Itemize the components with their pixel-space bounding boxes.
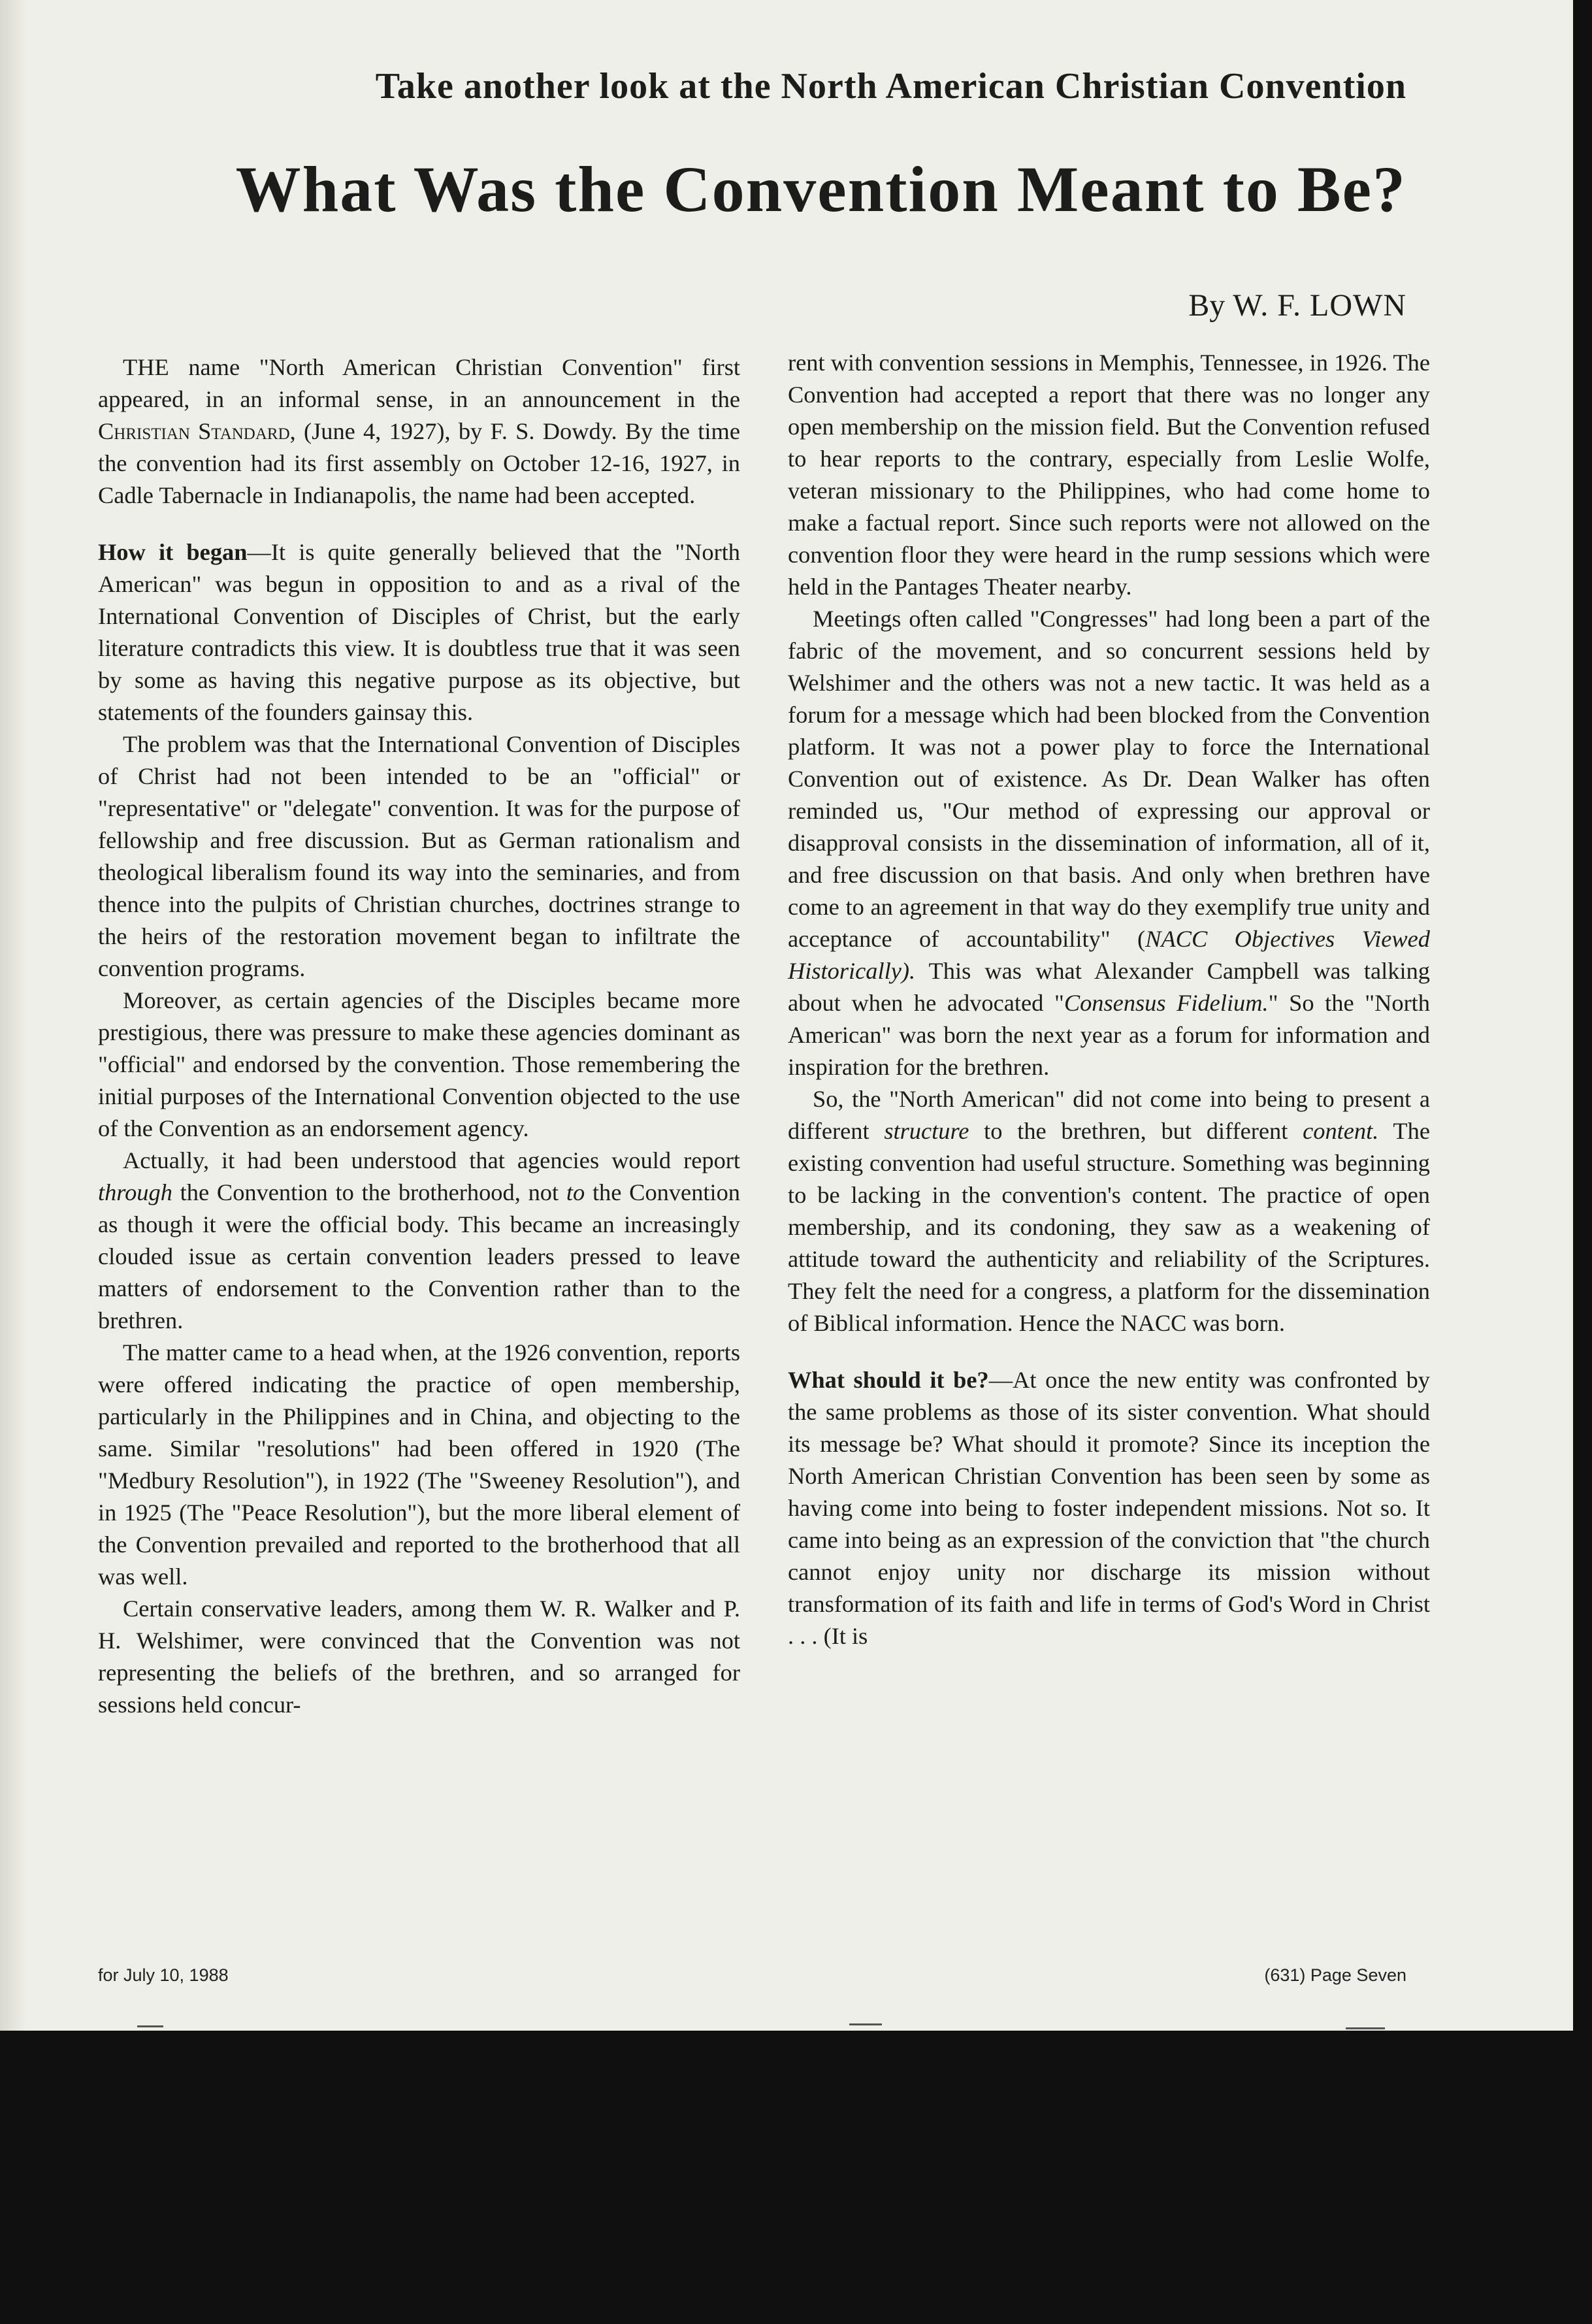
footer-page-number: (631) Page Seven (1264, 1965, 1406, 1985)
publication-name: Christian Standard (98, 418, 290, 444)
print-speck (849, 2023, 882, 2025)
article-kicker: Take another look at the North American Christian Convention (375, 66, 1406, 106)
author-name: W. F. LOWN (1233, 288, 1406, 323)
paragraph: The matter came to a head when, at the 1926 convention, reports were offered indicating the practice of open membership, particularly in the Philippines and in China, and objecting to the same. Similar "resolutions" had been offered in 1920 (The "Medbury Resolution"), in 1922 (The "Sweeney Resolution"), and in 1925 (The "Peace Resolution"), but the more liberal element of the Convention prevailed and reported to the brotherhood that all was well. (98, 1339, 740, 1590)
section-paragraph: What should it be?—At once the new entity was confronted by the same problems as those of its sister convention. What should its message be? What should it promote? Since its inception the North American Christian Convention has been seen by some as having come into being to foster independent missions. Not so. It came into being as an expression of the conviction that "the church cannot enjoy unity nor discharge its mission without transformation of its faith and life in terms of God's Word in Christ . . . (It is (788, 1367, 1430, 1649)
section-paragraph: How it began—It is quite generally believed that the "North American" was begun in opposition to and as a rival of the International Convention of Disciples of Christ, but the early literature contradicts this view. It is doubtless true that it was seen by some as having this negative purpose as its objective, but statements of the founders gainsay this. (98, 539, 740, 725)
page-edge-shadow (0, 0, 26, 2031)
section-heading: What should it be? (788, 1367, 989, 1393)
paragraph: THE name "North American Christian Convention" first appeared, in an informal sense, in an announcement in the Christian Standard, (June 4, 1927), by F. S. Dowdy. By the time the convention had its first assembly on October 12-16, 1927, in Cadle Tabernacle in Indianapolis, the name had been accepted. (98, 354, 740, 508)
print-speck (137, 2025, 163, 2027)
paragraph: Meetings often called "Congresses" had long been a part of the fabric of the movement, and so concurrent sessions held by Welshimer and the others was not a new tactic. It was held as a forum for a message which had been blocked from the Convention platform. It was not a power play to force the International Convention out of existence. As Dr. Dean Walker has often reminded us, "Our method of expressing our approval or disapproval consists in the dissemination of information, all of it, and free discussion on that basis. And only when brethren have come to an agreement in that way do they exemplify true unity and acceptance of accountability" (NACC Objectives Viewed Historically). This was what Alexander Campbell was talking about when he advocated "Consensus Fidelium." So the "North American" was born the next year as a forum for information and inspiration for the brethren. (788, 606, 1430, 1080)
left-column (98, 352, 740, 1721)
footer-issue-date: for July 10, 1988 (98, 1965, 229, 1985)
article-title: What Was the Convention Meant to Be? (235, 153, 1406, 225)
paragraph: Certain conservative leaders, among them W. R. Walker and P. H. Welshimer, were convinced that the Convention was not representing the beliefs of the brethren, and so arranged for sessions held concur- (98, 1596, 740, 1718)
print-speck (1346, 2027, 1385, 2029)
paragraph: rent with convention sessions in Memphis, Tennessee, in 1926. The Convention had accepted a report that there was no longer any open membership on the mission field. But the Convention refused to hear reports to the contrary, especially from Leslie Wolfe, veteran missionary to the Philippines, who had come home to make a factual report. Since such reports were not allowed on the convention floor they were heard in the rump sessions which were held in the Pantages Theater nearby. (788, 350, 1430, 600)
byline (1188, 287, 1406, 323)
paragraph: So, the "North American" did not come into being to present a different structure to the brethren, but different content. The existing convention had useful structure. Something was beginning to be lacking in the convention's content. The practice of open membership, and its condoning, they saw as a weakening of attitude toward the authenticity and reliability of the Scriptures. They felt the need for a congress, a platform for the dissemination of Biblical information. Hence the NACC was born. (788, 1086, 1430, 1336)
section-heading: How it began (98, 539, 248, 565)
byline-prefix: By (1188, 288, 1226, 323)
right-column (788, 347, 1430, 1652)
paragraph: Moreover, as certain agencies of the Disciples became more prestigious, there was pressure to make these agencies dominant as "official" and endorsed by the convention. Those remembering the initial purposes of the International Convention objected to the use of the Convention as an endorsement agency. (98, 987, 740, 1141)
paragraph: Actually, it had been understood that agencies would report through the Convention to the brotherhood, not to the Convention as though it were the official body. This became an increasingly clouded issue as certain convention leaders pressed to leave matters of endorsement to the Convention rather than to the brethren. (98, 1147, 740, 1334)
citation: NACC Objectives Viewed Historically). (788, 926, 1430, 984)
paragraph: The problem was that the International Convention of Disciples of Christ had not been intended to be an "official" or "representative" or "delegate" convention. It was for the purpose of fellowship and free discussion. But as German rationalism and theological liberalism found its way into the seminaries, and from thence into the pulpits of Christian churches, doctrines strange to the heirs of the restoration movement began to infiltrate the convention programs. (98, 731, 740, 981)
